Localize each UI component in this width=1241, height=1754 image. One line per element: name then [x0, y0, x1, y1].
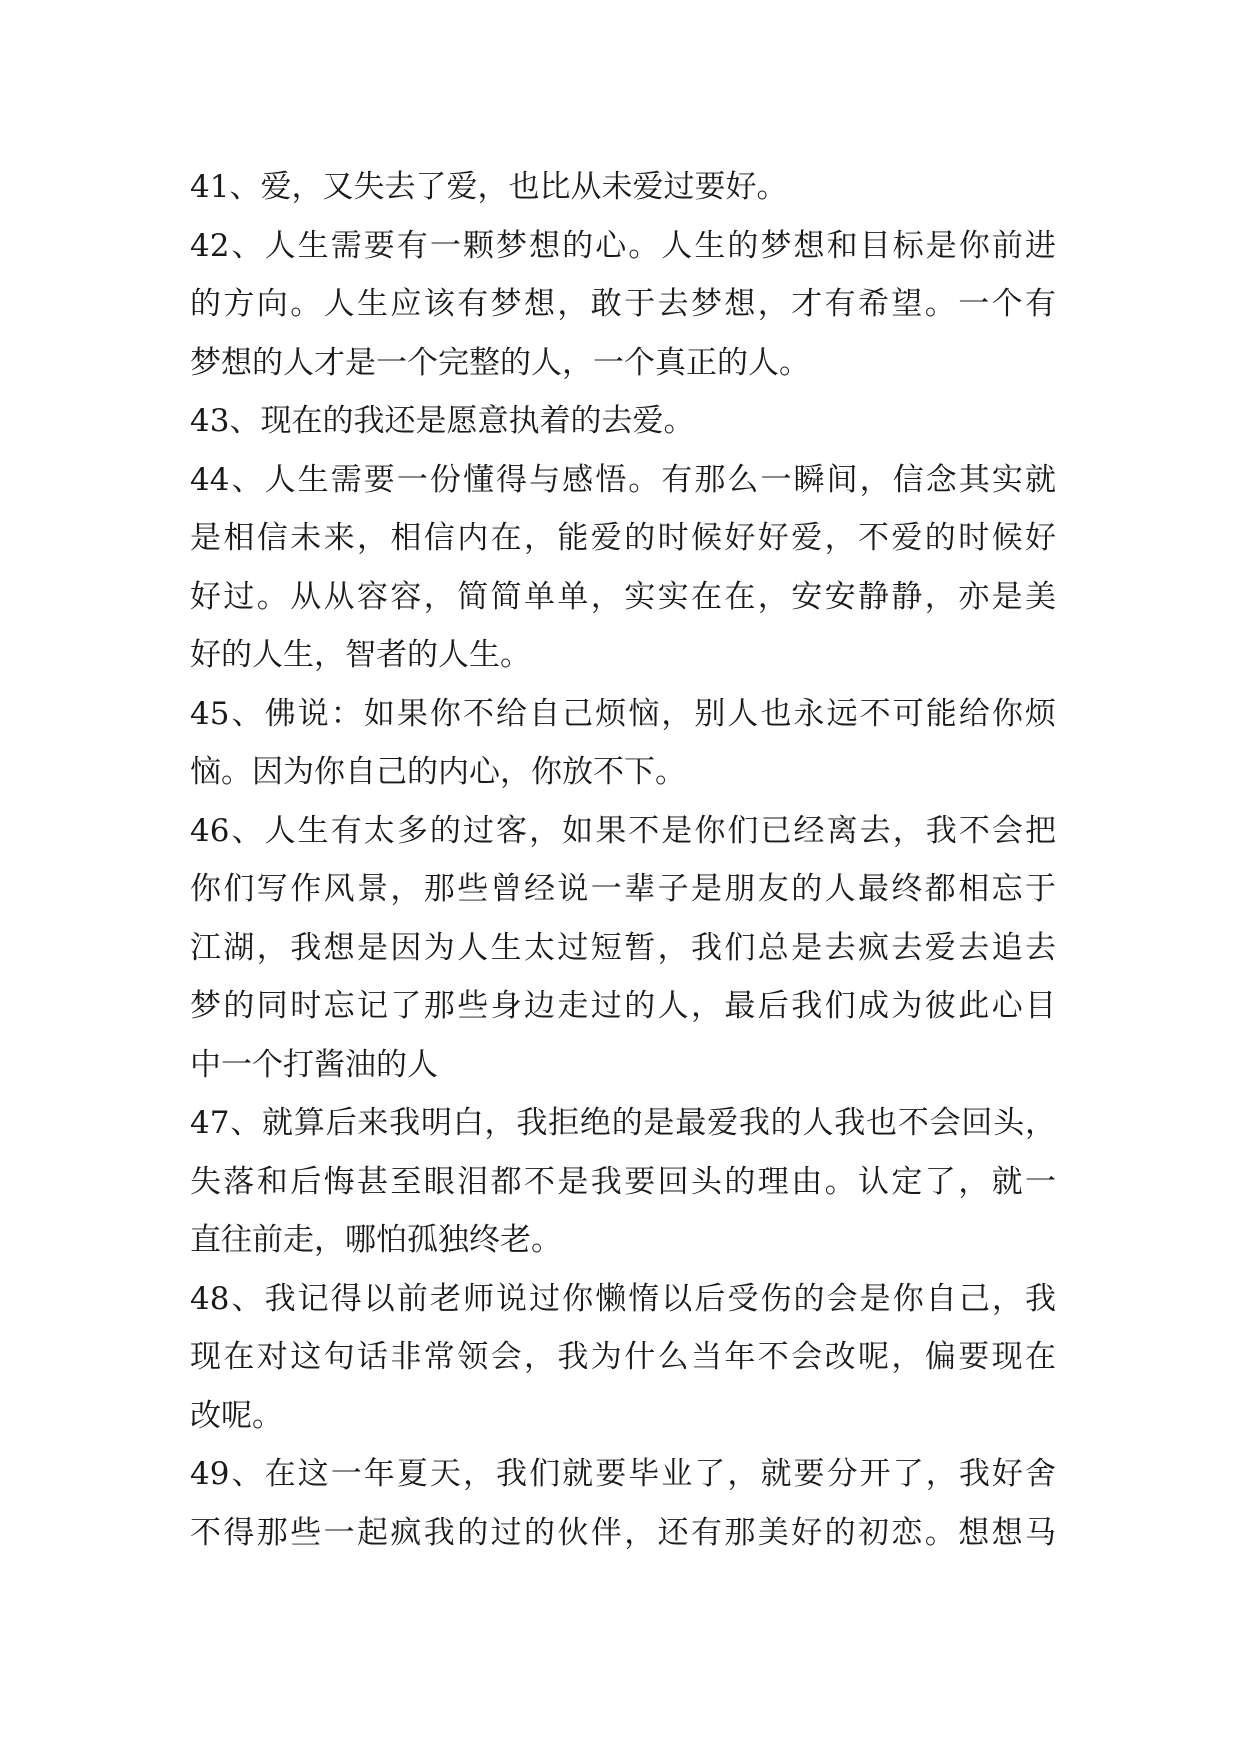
text-line: 好过。从从容容，简简单单，实实在在，安安静静，亦是美: [190, 578, 1056, 615]
paragraph-41: [190, 158, 1056, 217]
paragraph-44: [190, 451, 1056, 685]
text-line: 你们写作风景，那些曾经说一辈子是朋友的人最终都相忘于: [190, 871, 1056, 907]
text-line: 46、人生有太多的过客，如果不是你们已经离去，我不会把: [190, 812, 1056, 849]
text-line: 47、就算后来我明白，我拒绝的是最爱我的人我也不会回头，: [190, 1105, 1056, 1141]
text-line: 44、人生需要一份懂得与感悟。有那么一瞬间，信念其实就: [190, 461, 1056, 498]
text-line: 是相信未来，相信内在，能爱的时候好好爱，不爱的时候好: [190, 520, 1056, 556]
text-line: 改呢。: [190, 1397, 283, 1434]
paragraph-46: [190, 802, 1056, 1095]
paragraph-47: [190, 1094, 1056, 1270]
text-line: 中一个打酱油的人: [190, 1046, 438, 1083]
text-line: 45、佛说：如果你不给自己烦恼，别人也永远不可能给你烦: [190, 695, 1056, 732]
text-line: 好的人生，智者的人生。: [190, 637, 531, 673]
text-line: 恼。因为你自己的内心，你放不下。: [190, 754, 686, 790]
text-line: 41、爱，又失去了爱，也比从未爱过要好。: [190, 169, 788, 205]
text-line: 49、在这一年夏天，我们就要毕业了，就要分开了，我好舍: [190, 1456, 1056, 1492]
text-line: 梦想的人才是一个完整的人，一个真正的人。: [190, 344, 810, 381]
text-line: 43、现在的我还是愿意执着的去爱。: [190, 403, 695, 439]
paragraph-49: [190, 1445, 1056, 1562]
text-line: 现在对这句话非常领会，我为什么当年不会改呢，偏要现在: [190, 1339, 1056, 1375]
text-line: 不得那些一起疯我的过的伙伴，还有那美好的初恋。想想马: [190, 1514, 1056, 1551]
text-line: 42、人生需要有一颗梦想的心。人生的梦想和目标是你前进: [190, 227, 1056, 264]
text-line: 江湖，我想是因为人生太过短暂，我们总是去疯去爱去追去: [190, 929, 1056, 966]
paragraph-42: [190, 217, 1056, 393]
text-line: 梦的同时忘记了那些身边走过的人，最后我们成为彼此心目: [190, 988, 1056, 1024]
paragraph-48: [190, 1270, 1056, 1446]
text-line: 失落和后悔甚至眼泪都不是我要回头的理由。认定了，就一: [190, 1163, 1056, 1200]
document-body: [190, 158, 1056, 1562]
paragraph-43: [190, 392, 1056, 451]
text-line: 的方向。人生应该有梦想，敢于去梦想，才有希望。一个有: [190, 286, 1056, 322]
paragraph-45: [190, 685, 1056, 802]
text-line: 直往前走，哪怕孤独终老。: [190, 1222, 562, 1258]
text-line: 48、我记得以前老师说过你懒惰以后受伤的会是你自己，我: [190, 1280, 1056, 1317]
